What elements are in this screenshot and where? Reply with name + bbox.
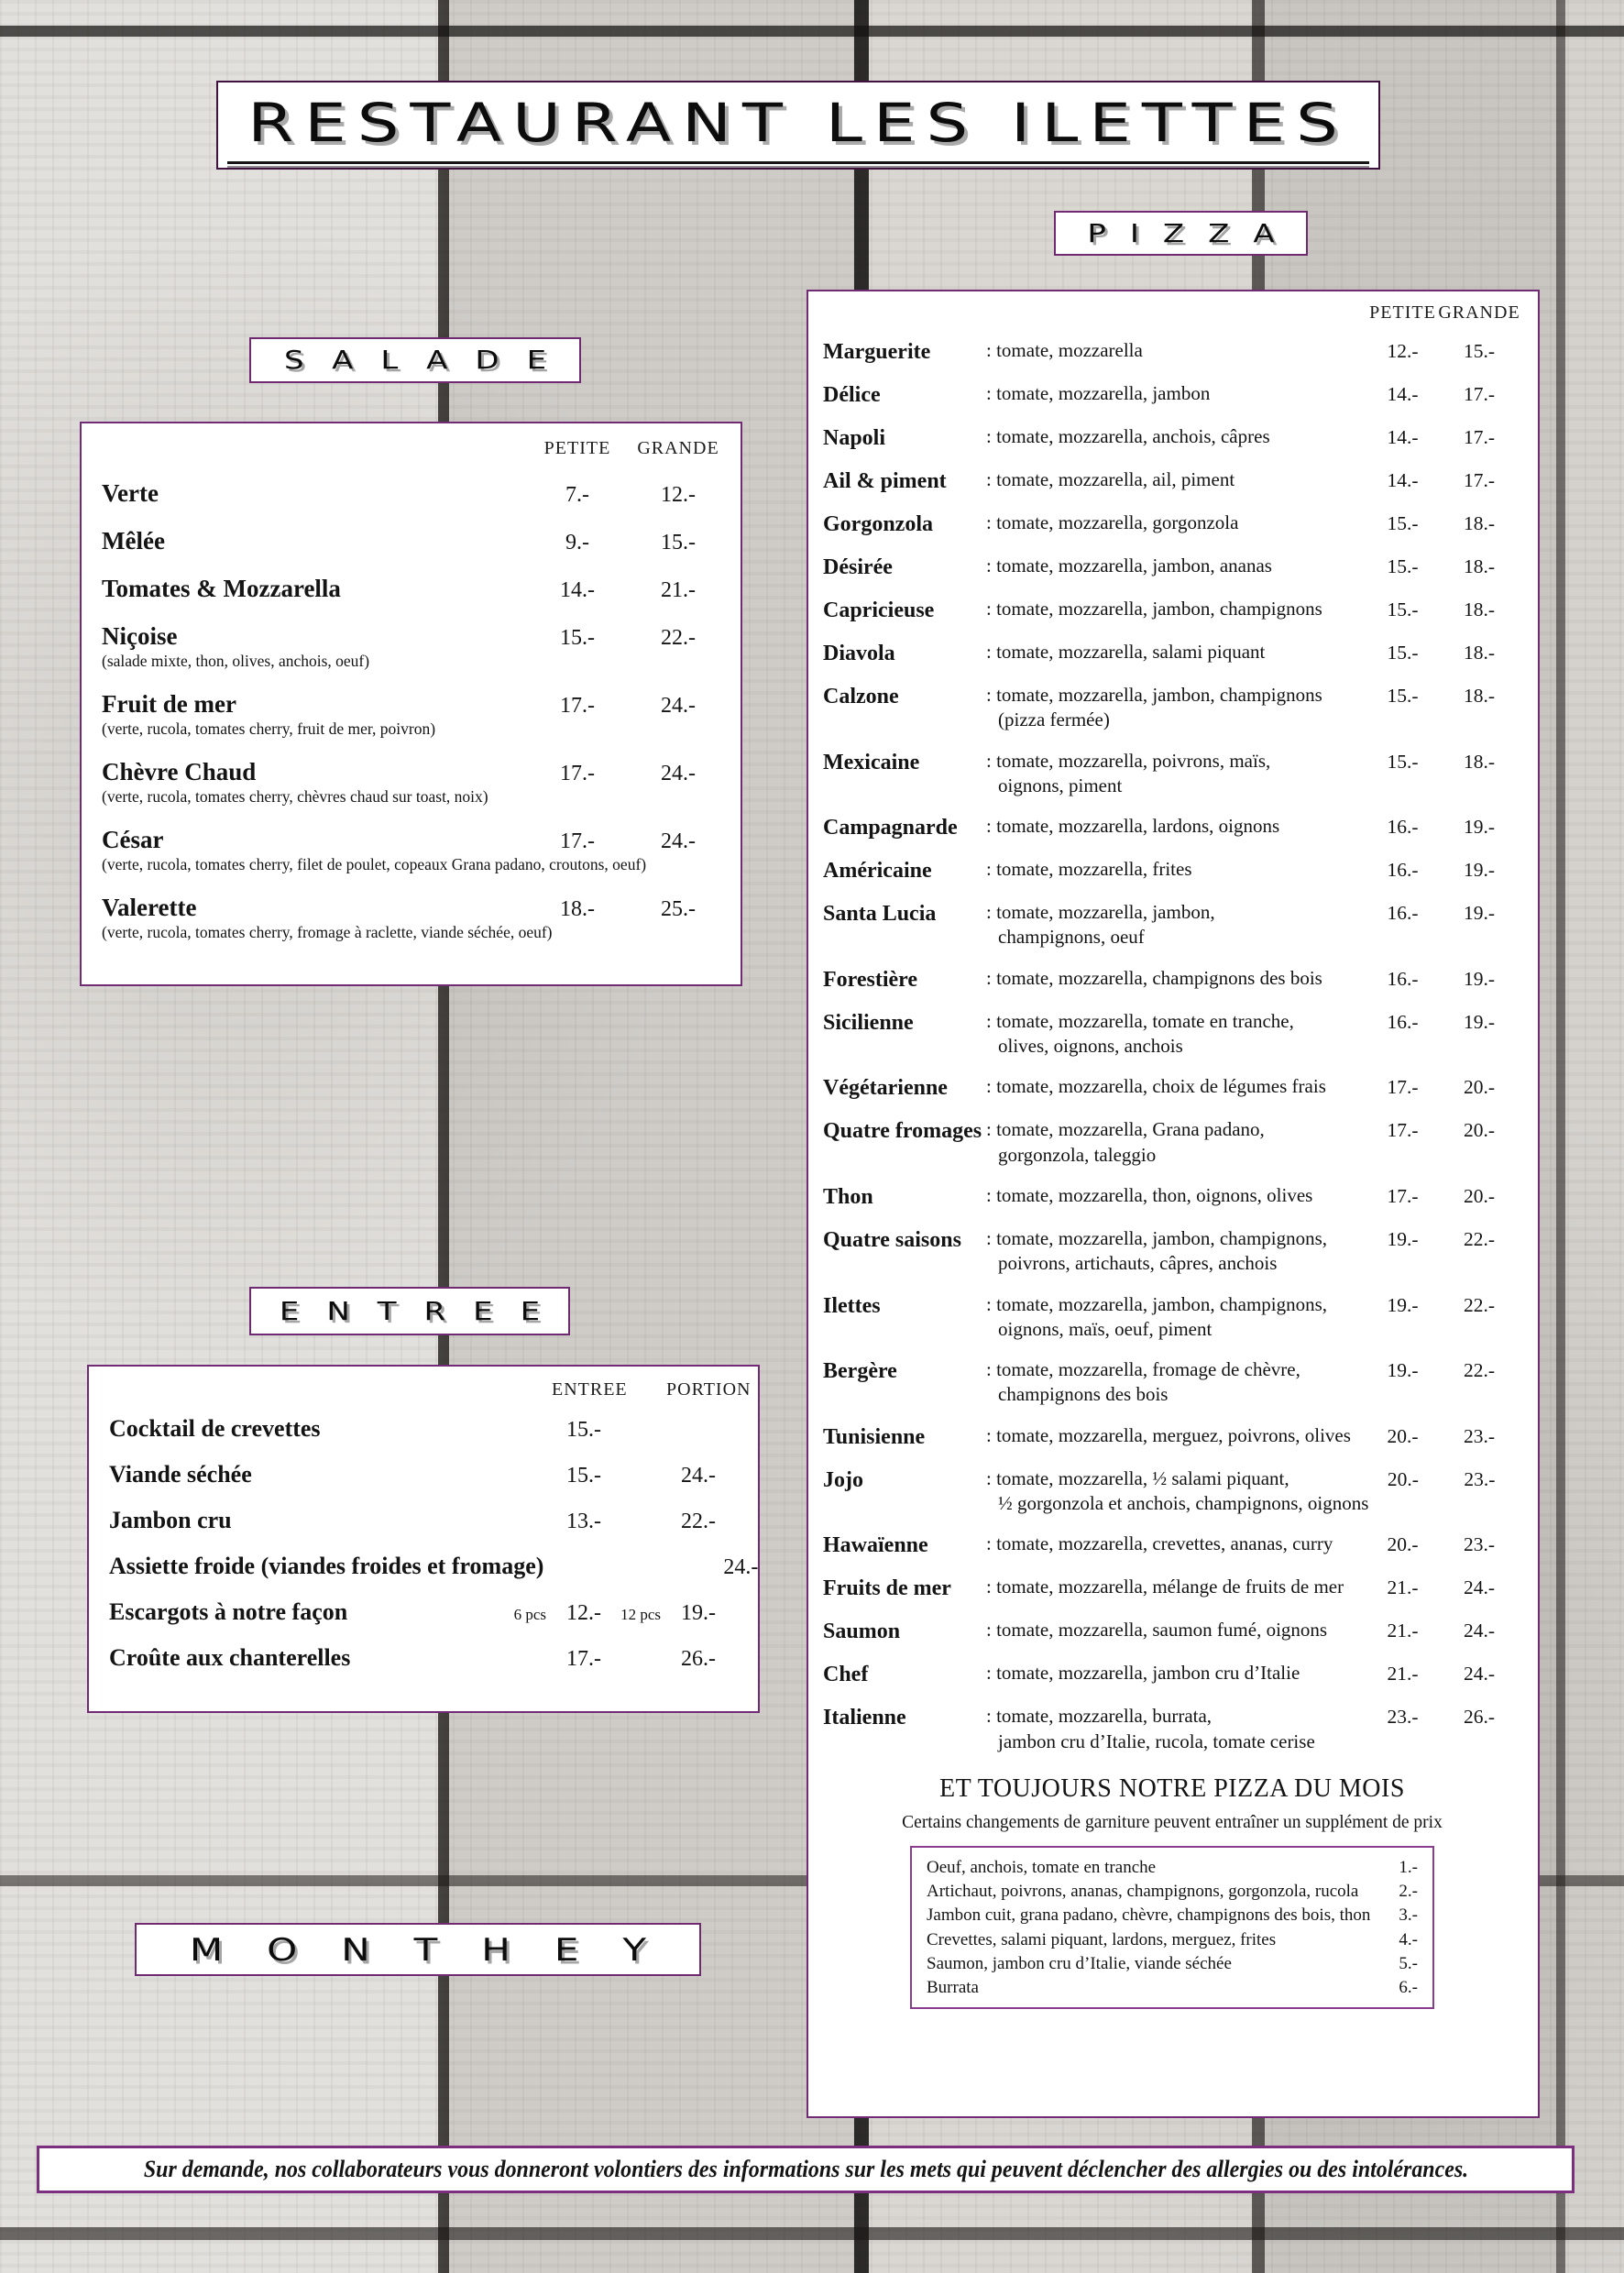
item-price-grande: 23.- <box>1464 1467 1496 1490</box>
salade-column-headers <box>102 438 733 459</box>
item-description <box>986 424 1368 449</box>
item-price-petite: 19.- <box>1387 1359 1419 1382</box>
menu-item-row <box>823 424 1521 452</box>
column-header-grande: GRANDE <box>637 438 719 458</box>
item-description-line1: : tomate, mozzarella, mélange de fruits de mer <box>986 1575 1368 1599</box>
item-name: Campagnarde <box>823 816 958 840</box>
item-description-line1: : tomate, mozzarella <box>986 338 1368 363</box>
column-header-grande: GRANDE <box>1438 302 1520 323</box>
item-name: Américaine <box>823 859 932 884</box>
menu-item-row <box>823 1661 1521 1688</box>
item-name: Santa Lucia <box>823 902 937 927</box>
item-description <box>986 1183 1368 1208</box>
supplement-note: Certains changements de garniture peuvent entraîner un supplément de prix <box>902 1812 1443 1832</box>
item-description-line2: gorgonzola, taleggio <box>998 1143 1157 1166</box>
item-price-portion: 22.- <box>681 1510 716 1533</box>
item-price-portion: 19.- <box>681 1601 716 1625</box>
supplement-label: Crevettes, salami piquant, lardons, merguez, frites <box>927 1929 1277 1949</box>
item-price-petite: 15.- <box>1387 555 1419 577</box>
item-description <box>986 900 1368 950</box>
menu-item-row <box>102 527 733 555</box>
item-description-line1: : tomate, mozzarella, gorgonzola <box>986 511 1368 535</box>
menu-item-row <box>823 1292 1521 1343</box>
item-name: Jojo <box>823 1467 863 1492</box>
item-description-line2: (pizza fermée) <box>998 708 1110 731</box>
item-name: Marguerite <box>823 340 931 364</box>
item-price-grande: 24.- <box>661 762 696 785</box>
item-price-petite: 14.- <box>1387 469 1419 491</box>
item-name: Calzone <box>823 685 899 708</box>
item-description <box>986 1117 1368 1168</box>
supplement-row <box>927 1928 1418 1952</box>
item-name: Viande séchée <box>109 1461 252 1488</box>
item-price-petite: 20.- <box>1387 1533 1419 1556</box>
item-price-grande: 20.- <box>1463 1119 1496 1142</box>
supplement-label: Artichaut, poivrons, ananas, champignons, gorgonzola, rucola <box>927 1882 1359 1902</box>
item-price-entree: 17.- <box>566 1647 601 1671</box>
menu-item-row <box>823 683 1521 733</box>
item-description-line2: ½ gorgonzola et anchois, champignons, oignons <box>998 1492 1369 1515</box>
menu-item-row <box>102 758 733 807</box>
menu-item-row <box>823 381 1521 409</box>
item-price-portion: 26.- <box>681 1647 716 1671</box>
item-description-line1: : tomate, mozzarella, Grana padano, <box>986 1117 1368 1142</box>
item-price-grande: 17.- <box>1463 426 1496 448</box>
allergy-disclaimer-text: Sur demande, nos collaborateurs vous donneront volontiers des informations sur les mets qui peuvent déclencher des allergies ou des intolérances. <box>143 2156 1468 2182</box>
item-name: Jambon cru <box>109 1507 232 1533</box>
item-price-portion: 24.- <box>681 1464 716 1488</box>
item-price-petite: 14.- <box>560 578 595 602</box>
item-price-entree: 15.- <box>566 1418 601 1442</box>
item-price-petite: 15.- <box>1387 512 1419 534</box>
item-description <box>986 966 1368 991</box>
restaurant-title-box <box>216 81 1380 170</box>
menu-item-row <box>823 814 1521 841</box>
menu-item-row <box>823 1575 1521 1602</box>
menu-item-row <box>823 749 1521 799</box>
item-price-grande: 24.- <box>1463 1620 1496 1642</box>
item-price-grande: 23.- <box>1463 1533 1496 1556</box>
item-price-grande: 19.- <box>1463 816 1496 839</box>
item-price-petite: 15.- <box>1387 642 1419 664</box>
item-price-petite: 17.- <box>1387 1076 1419 1099</box>
allergy-disclaimer <box>37 2146 1575 2193</box>
item-name: Chèvre Chaud <box>102 758 257 785</box>
item-price-petite: 16.- <box>1387 1010 1419 1033</box>
item-price-grande: 17.- <box>1463 383 1496 405</box>
item-name: Désirée <box>823 555 893 579</box>
item-name: Fruits de mer <box>823 1576 951 1601</box>
section-header-entree <box>249 1287 570 1335</box>
item-name: Tunisienne <box>823 1424 926 1449</box>
menu-item-row <box>102 479 733 508</box>
item-name: Italienne <box>823 1706 906 1730</box>
item-name: Forestière <box>823 967 918 992</box>
pizza-item-list <box>823 338 1521 1754</box>
menu-item-row <box>823 1466 1521 1517</box>
item-description-line1: : tomate, mozzarella, poivrons, maïs, <box>986 749 1368 774</box>
item-price-entree: 12.- <box>566 1601 601 1625</box>
menu-item-row <box>823 900 1521 950</box>
item-description-line1: : tomate, mozzarella, jambon, champignons, <box>986 1226 1368 1251</box>
supplement-label: Burrata <box>927 1978 979 1998</box>
item-price-petite: 15.- <box>1387 598 1419 620</box>
supplement-price: 1.- <box>1399 1857 1418 1877</box>
section-header-monthey-label: MONTHEY <box>189 1931 691 1968</box>
item-description-line1: : tomate, mozzarella, burrata, <box>986 1704 1368 1729</box>
item-name: Quatre fromages <box>823 1119 982 1144</box>
item-description <box>986 1704 1368 1754</box>
item-name: Tomates & Mozzarella <box>102 575 341 602</box>
item-price-petite: 19.- <box>1387 1227 1419 1250</box>
item-price-grande: 22.- <box>661 626 696 650</box>
menu-item-row <box>102 894 733 942</box>
item-description <box>986 1074 1368 1099</box>
item-description: (salade mixte, thon, olives, anchois, oeuf) <box>102 652 370 670</box>
item-price-petite: 16.- <box>1387 859 1419 882</box>
item-price-entree: 13.- <box>566 1510 601 1533</box>
item-description <box>986 511 1368 535</box>
item-description <box>986 1575 1368 1599</box>
column-header-petite: PETITE <box>543 438 611 458</box>
item-name: Escargots à notre façon <box>109 1598 348 1625</box>
item-name: Niçoise <box>102 622 178 650</box>
item-name: Gorgonzola <box>823 512 933 536</box>
item-price-petite: 23.- <box>1387 1706 1419 1729</box>
item-price-petite: 18.- <box>560 897 595 921</box>
item-description-line1: : tomate, mozzarella, ½ salami piquant, <box>986 1466 1368 1491</box>
item-name: Croûte aux chanterelles <box>109 1644 351 1671</box>
item-description <box>986 857 1368 882</box>
supplement-row <box>927 1856 1418 1880</box>
item-name: Saumon <box>823 1620 901 1644</box>
item-description-line2: champignons des bois <box>998 1383 1169 1406</box>
supplement-label: Saumon, jambon cru d’Italie, viande séchée <box>927 1953 1232 1973</box>
item-price-petite: 20.- <box>1387 1467 1419 1490</box>
item-description <box>986 1466 1368 1517</box>
item-note-pieces-large: 12 pcs <box>620 1606 661 1623</box>
section-header-entree-label: ENTREE <box>279 1296 568 1326</box>
item-price-grande: 20.- <box>1463 1184 1496 1207</box>
item-price-grande: 22.- <box>1463 1293 1496 1316</box>
item-description-line1: : tomate, mozzarella, merguez, poivrons, olives <box>986 1423 1368 1448</box>
item-price-petite: 21.- <box>1387 1620 1419 1642</box>
item-description <box>986 683 1368 733</box>
item-description <box>986 1423 1368 1448</box>
item-description-line1: : tomate, mozzarella, crevettes, ananas, curry <box>986 1532 1368 1556</box>
menu-item-row <box>823 1532 1521 1559</box>
item-name: Napoli <box>823 426 886 450</box>
item-price-grande: 22.- <box>1463 1227 1496 1250</box>
item-name: Assiette froide (viandes froides et fromage) <box>109 1553 544 1579</box>
item-description <box>986 749 1368 799</box>
item-price-petite: 17.- <box>1387 1184 1419 1207</box>
item-name: Verte <box>102 479 159 507</box>
item-price-petite: 20.- <box>1387 1424 1419 1447</box>
menu-item-row <box>823 1423 1521 1451</box>
item-name: Valerette <box>102 894 197 921</box>
item-price-petite: 14.- <box>1387 383 1419 405</box>
entree-column-headers <box>109 1379 752 1400</box>
item-price-petite: 9.- <box>565 531 589 555</box>
column-header-petite: PETITE <box>1369 302 1436 323</box>
item-price-grande: 19.- <box>1463 859 1496 882</box>
item-description <box>986 1009 1368 1060</box>
item-price-grande: 18.- <box>1463 685 1496 707</box>
item-description <box>986 1226 1368 1277</box>
item-description-line1: : tomate, mozzarella, fromage de chèvre, <box>986 1357 1368 1382</box>
item-description <box>986 467 1368 492</box>
menu-item-row <box>109 1461 730 1488</box>
item-description <box>986 1357 1368 1408</box>
item-price-grande: 22.- <box>1463 1359 1496 1382</box>
menu-item-row <box>823 1009 1521 1060</box>
menu-item-row <box>823 1183 1521 1211</box>
item-name: Quatre saisons <box>823 1227 961 1252</box>
column-header-entree: ENTREE <box>552 1379 628 1400</box>
item-name: Mexicaine <box>823 750 920 774</box>
item-description-line1: : tomate, mozzarella, jambon, champignons, <box>986 1292 1368 1317</box>
menu-item-row <box>102 826 733 874</box>
item-description <box>986 597 1368 621</box>
item-description-line2: jambon cru d’Italie, rucola, tomate cerise <box>998 1729 1315 1752</box>
section-header-salade-label: SALADE <box>283 346 575 375</box>
menu-item-row <box>102 690 733 739</box>
supplement-price: 5.- <box>1399 1953 1418 1973</box>
item-description-line1: : tomate, mozzarella, ail, piment <box>986 467 1368 492</box>
item-name: Chef <box>823 1663 869 1687</box>
supplements-box <box>910 1846 1434 2009</box>
item-description-line1: : tomate, mozzarella, frites <box>986 857 1368 882</box>
menu-item-row <box>823 1117 1521 1168</box>
supplement-label: Oeuf, anchois, tomate en tranche <box>927 1857 1157 1877</box>
item-price-entree: 15.- <box>566 1464 601 1488</box>
item-name: Ail & piment <box>823 469 947 493</box>
item-price-grande: 18.- <box>1463 598 1496 620</box>
item-price-grande: 24.- <box>1463 1663 1496 1686</box>
item-description <box>986 338 1368 363</box>
entree-menu-box <box>87 1365 760 1713</box>
item-price-petite: 15.- <box>1387 750 1419 773</box>
supplement-row <box>927 1904 1418 1927</box>
item-price-grande: 24.- <box>661 829 696 853</box>
item-name: Fruit de mer <box>102 690 236 718</box>
item-name: Thon <box>823 1184 873 1209</box>
item-description-line1: : tomate, mozzarella, jambon cru d’Italie <box>986 1661 1368 1686</box>
menu-item-row <box>102 575 733 603</box>
salade-menu-box <box>80 422 742 986</box>
supplement-row <box>927 1976 1418 2000</box>
menu-item-row <box>823 640 1521 667</box>
supplement-row <box>927 1880 1418 1904</box>
item-description-line2: olives, oignons, anchois <box>998 1035 1183 1058</box>
menu-item-row <box>823 554 1521 581</box>
pizza-menu-box <box>807 290 1540 2118</box>
item-description: (verte, rucola, tomates cherry, chèvres chaud sur toast, noix) <box>102 787 488 806</box>
item-price-petite: 17.- <box>560 762 595 785</box>
item-price-grande: 20.- <box>1463 1076 1496 1099</box>
section-header-pizza <box>1054 211 1308 256</box>
item-name: Mêlée <box>102 527 165 555</box>
menu-item-row <box>823 857 1521 884</box>
menu-item-row <box>109 1415 730 1443</box>
item-price-grande: 25.- <box>661 897 696 921</box>
item-price-grande: 15.- <box>661 531 696 555</box>
item-name: Végétarienne <box>823 1076 948 1101</box>
supplement-price: 3.- <box>1399 1905 1418 1926</box>
menu-item-row <box>109 1507 730 1534</box>
item-description-line1: : tomate, mozzarella, jambon, champignons <box>986 683 1368 708</box>
menu-item-row <box>823 511 1521 538</box>
title-underline <box>227 161 1369 168</box>
item-description-line2: champignons, oeuf <box>998 926 1145 949</box>
supplement-row <box>927 1952 1418 1976</box>
item-price-petite: 16.- <box>1387 816 1419 839</box>
item-price-grande: 18.- <box>1463 512 1496 534</box>
item-description-line1: : tomate, mozzarella, choix de légumes frais <box>986 1074 1368 1099</box>
item-price-petite: 7.- <box>565 483 589 507</box>
item-price-portion: 24.- <box>723 1555 759 1579</box>
item-price-grande: 26.- <box>1463 1706 1496 1729</box>
item-description-line1: : tomate, mozzarella, jambon <box>986 381 1368 406</box>
item-name: Délice <box>823 383 881 407</box>
menu-item-row <box>823 966 1521 994</box>
item-description-line2: poivrons, artichauts, câpres, anchois <box>998 1252 1278 1275</box>
item-price-petite: 21.- <box>1387 1576 1419 1599</box>
menu-item-row <box>823 467 1521 495</box>
item-price-grande: 21.- <box>661 578 696 602</box>
item-name: Ilettes <box>823 1293 881 1318</box>
item-price-petite: 15.- <box>560 626 595 650</box>
supplement-label: Jambon cuit, grana padano, chèvre, champignons des bois, thon <box>927 1905 1371 1926</box>
item-description <box>986 554 1368 578</box>
supplement-price: 4.- <box>1399 1929 1418 1949</box>
supplement-price: 2.- <box>1399 1882 1418 1902</box>
entree-item-list <box>109 1415 759 1672</box>
item-price-grande: 19.- <box>1463 902 1496 925</box>
item-description-line1: : tomate, mozzarella, lardons, oignons <box>986 814 1368 839</box>
column-header-portion: PORTION <box>666 1379 752 1400</box>
item-price-grande: 18.- <box>1463 750 1496 773</box>
item-description: (verte, rucola, tomates cherry, fromage à raclette, viande séchée, oeuf) <box>102 923 553 941</box>
item-description-line1: : tomate, mozzarella, jambon, <box>986 900 1368 925</box>
item-price-petite: 17.- <box>1387 1119 1419 1142</box>
item-price-grande: 23.- <box>1463 1424 1496 1447</box>
item-name: Capricieuse <box>823 598 935 622</box>
menu-item-row <box>823 1074 1521 1102</box>
item-description: (verte, rucola, tomates cherry, filet de poulet, copeaux Grana padano, croutons, oeuf) <box>102 855 647 873</box>
item-price-grande: 12.- <box>661 483 696 507</box>
item-description <box>986 1532 1368 1556</box>
item-price-grande: 19.- <box>1463 967 1496 990</box>
menu-item-row <box>823 338 1521 366</box>
item-price-grande: 18.- <box>1463 642 1496 664</box>
menu-item-row <box>823 1357 1521 1408</box>
item-price-petite: 21.- <box>1387 1663 1419 1686</box>
item-price-grande: 17.- <box>1463 469 1496 491</box>
item-description <box>986 1618 1368 1642</box>
menu-item-row <box>109 1644 730 1672</box>
item-price-grande: 19.- <box>1463 1010 1496 1033</box>
item-description <box>986 1661 1368 1686</box>
item-price-petite: 17.- <box>560 694 595 718</box>
item-description <box>986 640 1368 664</box>
menu-item-row <box>109 1598 730 1626</box>
item-price-grande: 24.- <box>1463 1576 1496 1599</box>
item-name: Hawaïenne <box>823 1533 928 1558</box>
menu-item-row <box>823 1618 1521 1645</box>
item-description-line1: : tomate, mozzarella, anchois, câpres <box>986 424 1368 449</box>
item-price-grande: 18.- <box>1463 555 1496 577</box>
item-description <box>986 381 1368 406</box>
item-price-petite: 16.- <box>1387 967 1419 990</box>
item-description <box>986 1292 1368 1343</box>
item-price-petite: 14.- <box>1387 426 1419 448</box>
item-description-line1: : tomate, mozzarella, tomate en tranche, <box>986 1009 1368 1034</box>
item-name: Bergère <box>823 1359 897 1384</box>
item-price-petite: 12.- <box>1387 340 1419 362</box>
item-description-line2: oignons, piment <box>998 774 1123 796</box>
item-description-line1: : tomate, mozzarella, jambon, champignons <box>986 597 1368 621</box>
supplement-price: 6.- <box>1399 1978 1418 1998</box>
menu-item-row <box>823 597 1521 624</box>
restaurant-title: RESTAURANT LES ILETTES <box>247 92 1349 154</box>
item-price-petite: 15.- <box>1387 685 1419 707</box>
salade-item-list <box>102 479 733 942</box>
item-price-grande: 24.- <box>661 694 696 718</box>
section-header-monthey <box>135 1923 701 1976</box>
item-description: (verte, rucola, tomates cherry, fruit de mer, poivron) <box>102 719 436 738</box>
menu-item-row <box>102 622 733 671</box>
section-header-salade <box>249 337 581 383</box>
item-description-line1: : tomate, mozzarella, champignons des bois <box>986 966 1368 991</box>
menu-item-row <box>109 1553 759 1580</box>
pizza-column-headers <box>823 302 1521 324</box>
menu-item-row <box>823 1704 1521 1754</box>
item-price-grande: 15.- <box>1463 340 1496 362</box>
item-name: Cocktail de crevettes <box>109 1415 321 1442</box>
item-description-line1: : tomate, mozzarella, thon, oignons, olives <box>986 1183 1368 1208</box>
item-price-petite: 19.- <box>1387 1293 1419 1316</box>
item-note-pieces-small: 6 pcs <box>513 1606 546 1623</box>
item-name: César <box>102 826 164 853</box>
item-price-petite: 17.- <box>560 829 595 853</box>
item-description-line2: oignons, maïs, oeuf, piment <box>998 1317 1213 1340</box>
item-description-line1: : tomate, mozzarella, salami piquant <box>986 640 1368 664</box>
section-header-pizza-label: PIZZA <box>1087 218 1299 248</box>
item-description-line1: : tomate, mozzarella, jambon, ananas <box>986 554 1368 578</box>
menu-item-row <box>823 1226 1521 1277</box>
item-description-line1: : tomate, mozzarella, saumon fumé, oignons <box>986 1618 1368 1642</box>
item-description <box>986 814 1368 839</box>
item-name: Diavola <box>823 642 895 665</box>
pizza-du-mois-title: ET TOUJOURS NOTRE PIZZA DU MOIS <box>939 1773 1405 1803</box>
item-name: Sicilienne <box>823 1010 914 1035</box>
item-price-petite: 16.- <box>1387 902 1419 925</box>
